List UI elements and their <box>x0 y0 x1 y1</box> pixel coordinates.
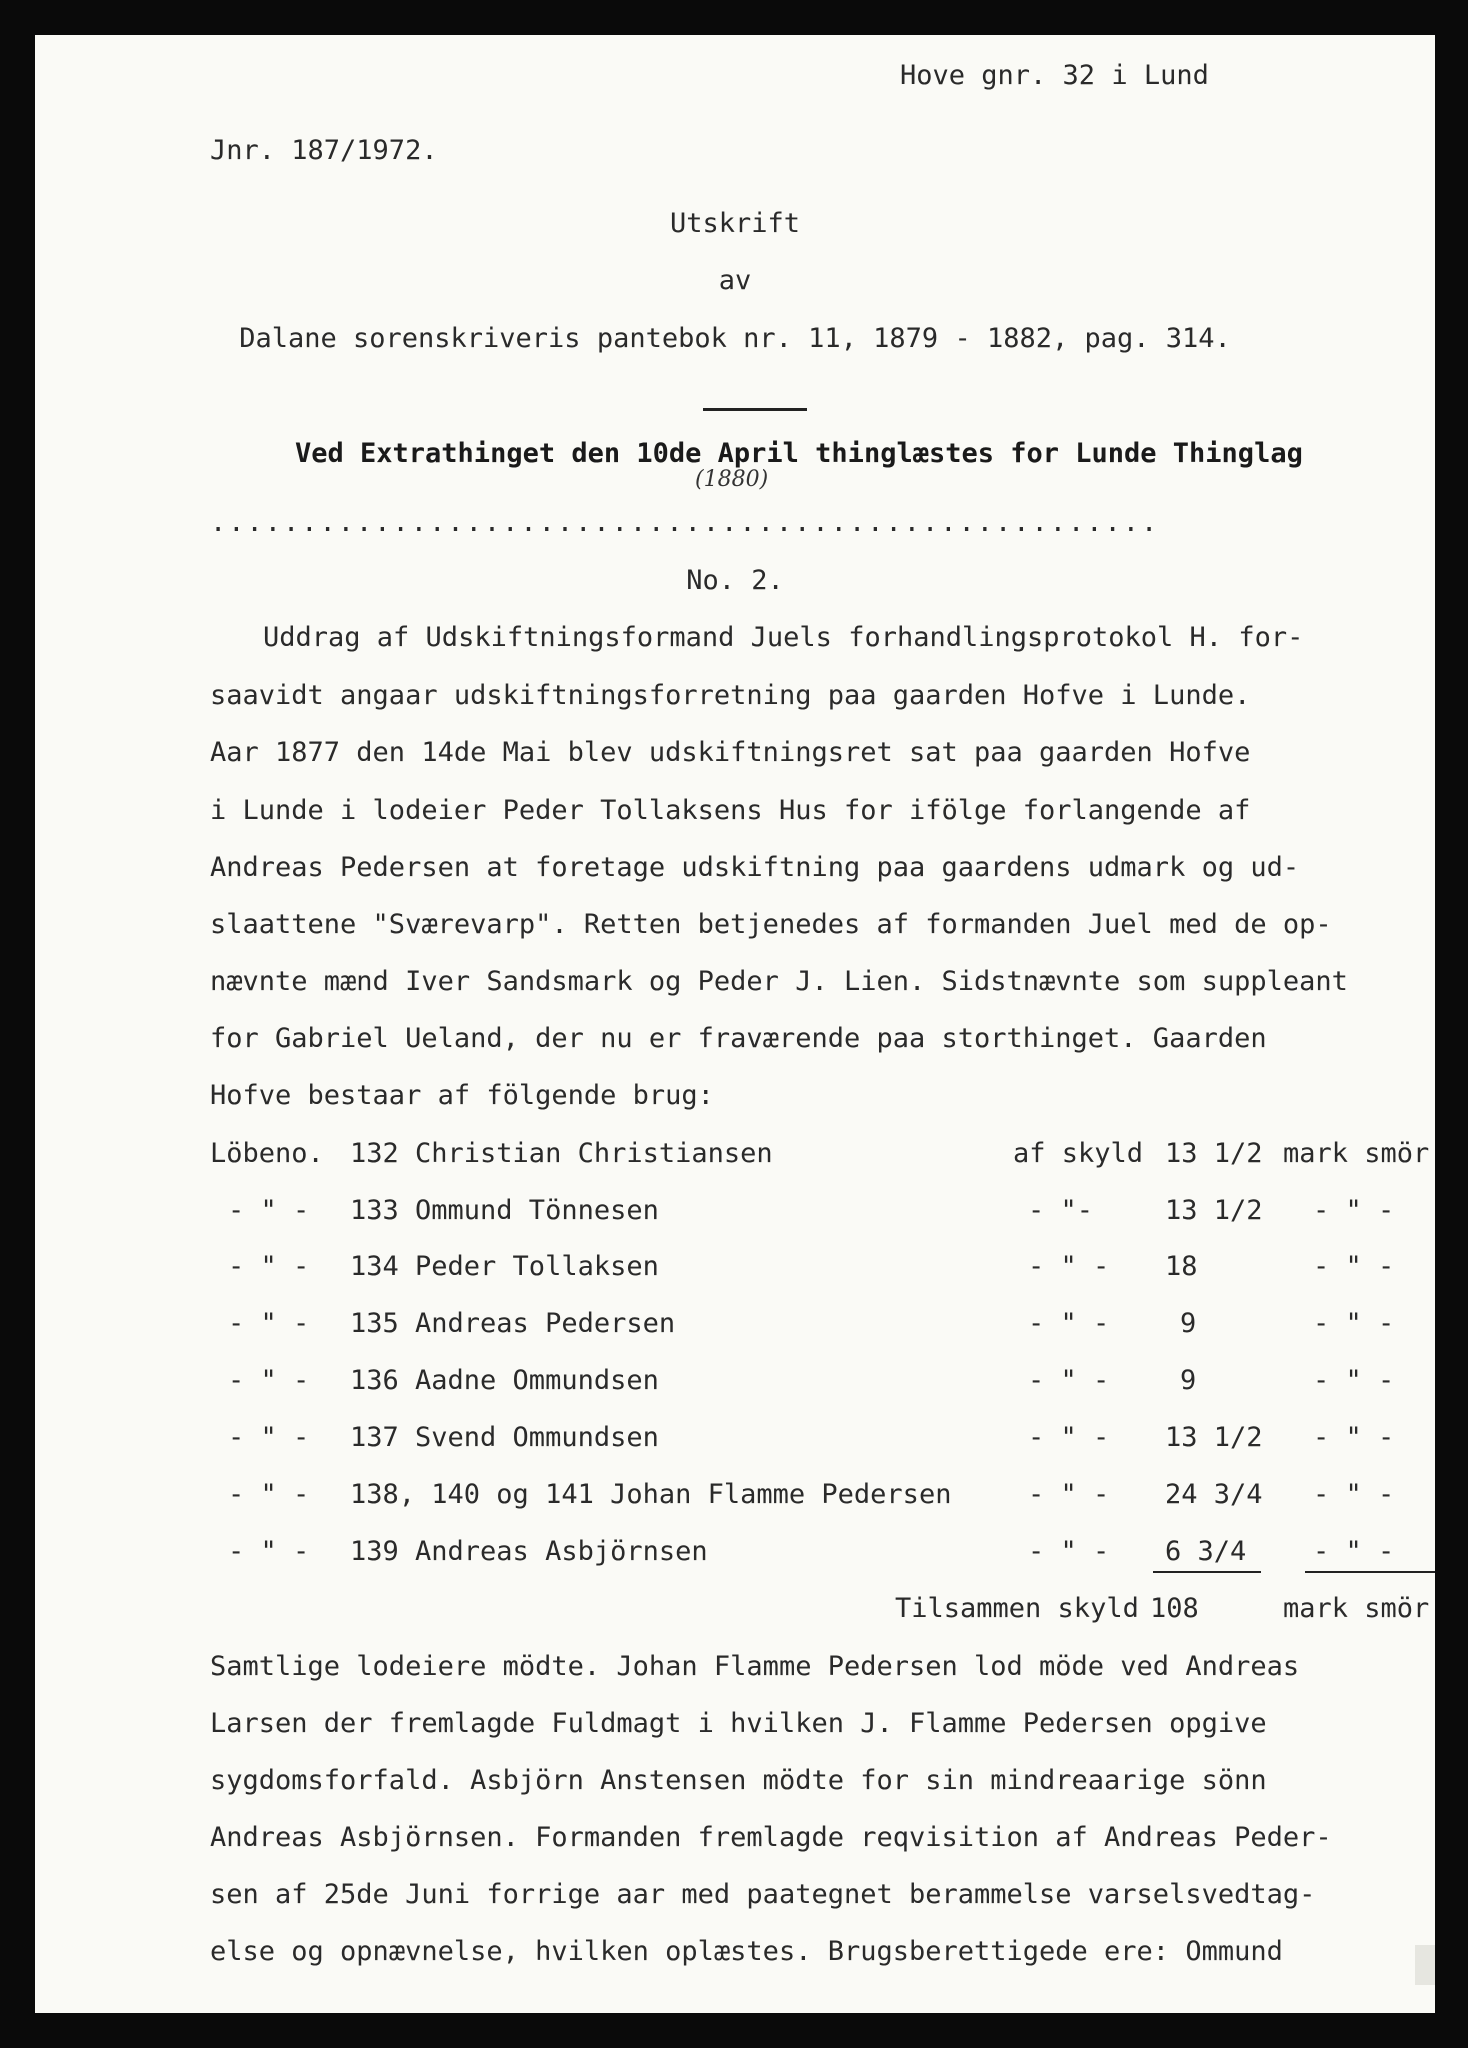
text-line: Larsen der fremlagde Fuldmagt i hvilken J. Flamme Pedersen opgive <box>210 1708 1267 1739</box>
row-name: 133 Ommund Tönnesen <box>350 1195 659 1226</box>
text-line: sygdomsforfald. Asbjörn Anstensen mödte for sin mindreaarige sönn <box>210 1765 1267 1796</box>
row-skyld: - " - <box>1028 1479 1110 1510</box>
dotted-line: .................................................... <box>210 507 1160 538</box>
row-prefix: - " - <box>228 1308 310 1339</box>
text-line: else og opnævnelse, hvilken oplæstes. Brugsberettigede ere: Ommund <box>210 1936 1283 1967</box>
row-unit: - " - <box>1313 1251 1395 1282</box>
row-skyld: - " - <box>1028 1365 1110 1396</box>
row-name: 138, 140 og 141 Johan Flamme Pedersen <box>350 1479 952 1510</box>
row-name: 132 Christian Christiansen <box>350 1138 773 1169</box>
row-amount: 13 1/2 <box>1165 1422 1263 1453</box>
row-amount: 13 1/2 <box>1165 1138 1263 1169</box>
row-amount: 24 3/4 <box>1165 1479 1263 1510</box>
text-line: Uddrag af Udskiftningsformand Juels forhandlingsprotokol H. for- <box>263 622 1304 653</box>
row-unit: - " - <box>1313 1536 1395 1567</box>
row-name: 134 Peder Tollaksen <box>350 1251 659 1282</box>
document-page <box>35 35 1435 2013</box>
gnr-reference: Hove gnr. 32 i Lund <box>900 60 1209 91</box>
row-skyld: - " - <box>1028 1308 1110 1339</box>
text-line: saavidt angaar udskiftningsforretning paa gaarden Hofve i Lunde. <box>210 680 1251 711</box>
row-name: 139 Andreas Asbjörnsen <box>350 1536 708 1567</box>
year-annotation: (1880) <box>695 467 769 492</box>
title-av: av <box>718 265 752 296</box>
text-line: Aar 1877 den 14de Mai blev udskiftningsret sat paa gaarden Hofve <box>210 737 1251 768</box>
total-label: Tilsammen skyld <box>895 1593 1139 1624</box>
text-line: Hofve bestaar af fölgende brug: <box>210 1080 714 1111</box>
total-unit: mark smör <box>1283 1593 1430 1624</box>
row-prefix: - " - <box>228 1479 310 1510</box>
row-prefix: - " - <box>228 1422 310 1453</box>
row-name: 136 Aadne Ommundsen <box>350 1365 659 1396</box>
paper-smudge <box>1415 1945 1435 1985</box>
text-line: for Gabriel Ueland, der nu er fraværende paa storthinget. Gaarden <box>210 1023 1267 1054</box>
row-skyld: - " - <box>1028 1536 1110 1567</box>
row-name: 137 Svend Ommundsen <box>350 1422 659 1453</box>
sum-underline <box>1153 1571 1261 1573</box>
entry-number: No. 2. <box>686 565 784 596</box>
row-unit: mark smör <box>1283 1138 1430 1169</box>
text-line: nævnte mænd Iver Sandsmark og Peder J. Lien. Sidstnævnte som suppleant <box>210 966 1348 997</box>
row-skyld: af skyld <box>1013 1138 1144 1169</box>
thing-heading: Ved Extrathinget den 10de April thinglæstes for Lunde Thinglag <box>295 438 1303 469</box>
row-prefix: - " - <box>228 1195 310 1226</box>
row-prefix: - " - <box>228 1365 310 1396</box>
row-amount: 13 1/2 <box>1165 1195 1263 1226</box>
journal-number: Jnr. 187/1972. <box>210 135 438 166</box>
text-line: slaattene "Sværevarp". Retten betjenedes af formanden Juel med de op- <box>210 909 1332 940</box>
row-amount: 9 <box>1180 1365 1197 1396</box>
row-name: 135 Andreas Pedersen <box>350 1308 676 1339</box>
row-unit: - " - <box>1313 1422 1395 1453</box>
row-skyld: - " - <box>1028 1251 1110 1282</box>
row-prefix: - " - <box>228 1251 310 1282</box>
title-utskrift: Utskrift <box>669 208 801 239</box>
text-line: Samtlige lodeiere mödte. Johan Flamme Pedersen lod möde ved Andreas <box>210 1651 1300 1682</box>
sum-underline <box>1305 1571 1435 1573</box>
row-unit: - " - <box>1313 1195 1395 1226</box>
text-line: Andreas Asbjörnsen. Formanden fremlagde reqvisition af Andreas Peder- <box>210 1822 1332 1853</box>
row-amount: 9 <box>1180 1308 1197 1339</box>
row-amount: 18 <box>1165 1251 1198 1282</box>
row-skyld: - " - <box>1028 1422 1110 1453</box>
text-line: i Lunde i lodeier Peder Tollaksens Hus for ifölge forlangende af <box>210 795 1251 826</box>
row-unit: - " - <box>1313 1365 1395 1396</box>
text-line: sen af 25de Juni forrige aar med paategnet berammelse varselsvedtag- <box>210 1879 1316 1910</box>
text-line: Andreas Pedersen at foretage udskiftning paa gaardens udmark og ud- <box>210 852 1300 883</box>
row-prefix: - " - <box>228 1536 310 1567</box>
row-unit: - " - <box>1313 1479 1395 1510</box>
divider-rule <box>703 408 807 411</box>
title-source: Dalane sorenskriveris pantebok nr. 11, 1879 - 1882, pag. 314. <box>239 323 1231 354</box>
row-skyld: - "- <box>1028 1195 1094 1226</box>
row-prefix: Löbeno. <box>210 1138 324 1169</box>
row-amount: 6 3/4 <box>1165 1536 1247 1567</box>
row-unit: - " - <box>1313 1308 1395 1339</box>
total-amount: 108 <box>1150 1593 1199 1624</box>
